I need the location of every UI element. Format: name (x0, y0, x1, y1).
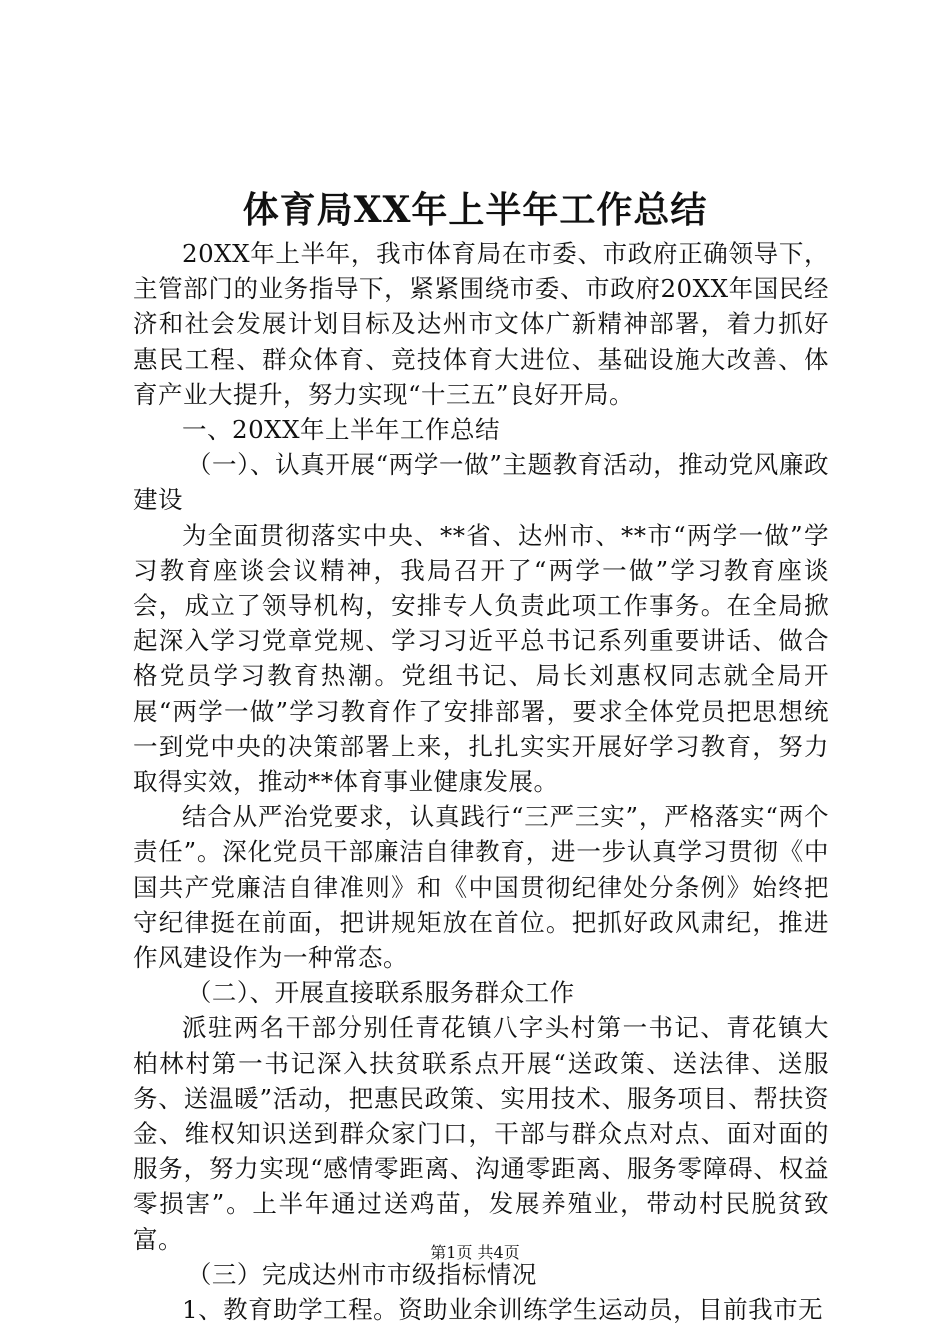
subsection-heading-1: （一）、认真开展“两学一做”主题教育活动，推动党风廉政建设 (133, 450, 829, 515)
intro-paragraph: 20XX年上半年，我市体育局在市委、市政府正确领导下，主管部门的业务指导下，紧紧围绕市委、市政府20XX年国民经济和社会发展计划目标及达州市文体广新精神部署，着力抓好惠民工程、群众体育、竞技体育大进位、基础设施大改善、体育产业大提升，努力实现“十三五”良好开局。 (133, 239, 829, 409)
section-heading-1: 一、20XX年上半年工作总结 (182, 415, 501, 445)
subsection-heading-2: （二）、开展直接联系服务群众工作 (186, 978, 575, 1008)
document-body (133, 236, 829, 1327)
body-paragraph: 为全面贯彻落实中央、**省、达州市、**市“两学一做”学习教育座谈会议精神，我局召开了“两学一做”学习教育座谈会，成立了领导机构，安排专人负责此项工作事务。在全局掀起深入学习党章党规、学习习近平总书记系列重要讲话、做合格党员学习教育热潮。党组书记、局长刘惠权同志就全局开展“两学一做”学习教育作了安排部署，要求全体党员把思想统一到党中央的决策部署上来，扎扎实实开展好学习教育，努力取得实效，推动**体育事业健康发展。 (133, 520, 829, 797)
body-paragraph: 派驻两名干部分别任青花镇八字头村第一书记、青花镇大柏林村第一书记深入扶贫联系点开展“送政策、送法律、送服务、送温暖”活动，把惠民政策、实用技术、服务项目、帮扶资金、维权知识送到群众家门口，干部与群众点对点、面对面的服务，努力实现“感情零距离、沟通零距离、服务零障碍、权益零损害”。上半年通过送鸡苗，发展养殖业，带动村民脱贫致富。 (133, 1013, 829, 1254)
body-paragraph: 结合从严治党要求，认真践行“三严三实”，严格落实“两个责任”。深化党员干部廉洁自律教育，进一步认真学习贯彻《中国共产党廉洁自律准则》和《中国贯彻纪律处分条例》始终把守纪律挺在前面，把讲规矩放在首位。把抓好政风肃纪，推进作风建设作为一种常态。 (133, 802, 829, 973)
subsection-heading-3: （三）完成达州市市级指标情况 (186, 1259, 537, 1289)
page-footer: 第1页 共4页 (430, 1243, 520, 1262)
body-paragraph: 1、教育助学工程。资助业余训练学生运动员，目前我市无 (182, 1295, 824, 1325)
document-title: 体育局XX年上半年工作总结 (242, 189, 708, 231)
